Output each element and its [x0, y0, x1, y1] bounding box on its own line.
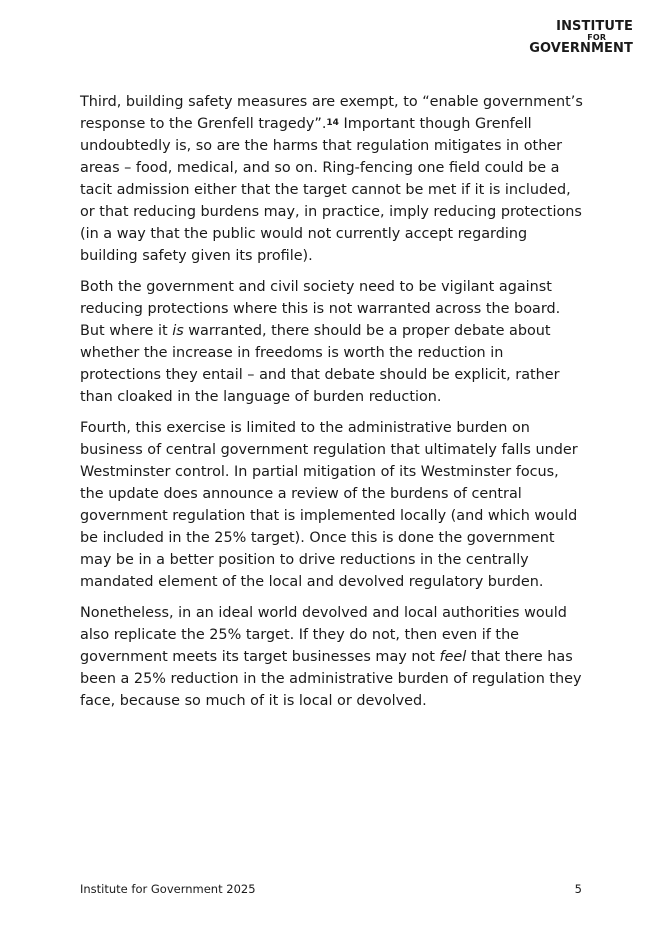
page-number: 5	[574, 882, 582, 896]
footnote-reference: 14	[326, 118, 339, 128]
paragraph-2-text-a: Both the government and civil society need to be vigilant against reducing protections where this is not warranted across the board. But where it	[80, 279, 561, 339]
paragraph-building-safety	[80, 91, 584, 267]
paragraph-4-text-a: Nonetheless, in an ideal world devolved and local authorities would also replicate the 25% target. If they do not, then even if the government meets its target businesses may not	[80, 605, 567, 665]
page-footer	[80, 881, 582, 897]
paragraph-2-emphasis: is	[172, 323, 184, 339]
paragraph-vigilance	[80, 276, 584, 408]
paragraph-devolved-authorities	[80, 602, 584, 712]
footer-publisher: Institute for Government 2025	[80, 882, 256, 896]
logo-line-institute: INSTITUTE	[556, 19, 633, 34]
paragraph-4-text-b: that there has been a 25% reduction in the administrative burden of regulation they face, because so much of it is local or devolved.	[80, 649, 582, 709]
paragraph-1-text-a: Third, building safety measures are exempt, to “enable government’s response to the Grenfell tragedy”.	[80, 94, 583, 132]
paragraph-westminster-scope: Fourth, this exercise is limited to the administrative burden on business of central government regulation that ultimately falls under Westminster control. In partial mitigation of its Westminster focus, the update does announce a review of the burdens of central government regulation that is implemented locally (and which would be included in the 25% target). Once this is done the government may be in a better position to drive reductions in the centrally mandated element of the local and devolved regulatory burden.	[80, 420, 578, 590]
paragraph-1-text-b: Important though Grenfell undoubtedly is, so are the harms that regulation mitigates in other areas – food, medical, and so on. Ring-fencing one field could be a tacit admission either that the target cannot be met if it is included, or that reducing burdens may, in practice, imply reducing protections (in a way that the public would not currently accept regarding building safety given its profile).	[80, 116, 582, 264]
paragraph-2-text-b: warranted, there should be a proper debate about whether the increase in freedoms is worth the reduction in protections they entail – and that debate should be explicit, rather than cloaked in the language of burden reduction.	[80, 323, 560, 405]
paragraph-4-emphasis: feel	[439, 649, 467, 665]
logo-line-government: GOVERNMENT	[529, 41, 633, 56]
logo-line-for: FOR	[587, 33, 607, 42]
body-text	[80, 91, 584, 721]
institute-for-government-logo	[529, 20, 633, 55]
